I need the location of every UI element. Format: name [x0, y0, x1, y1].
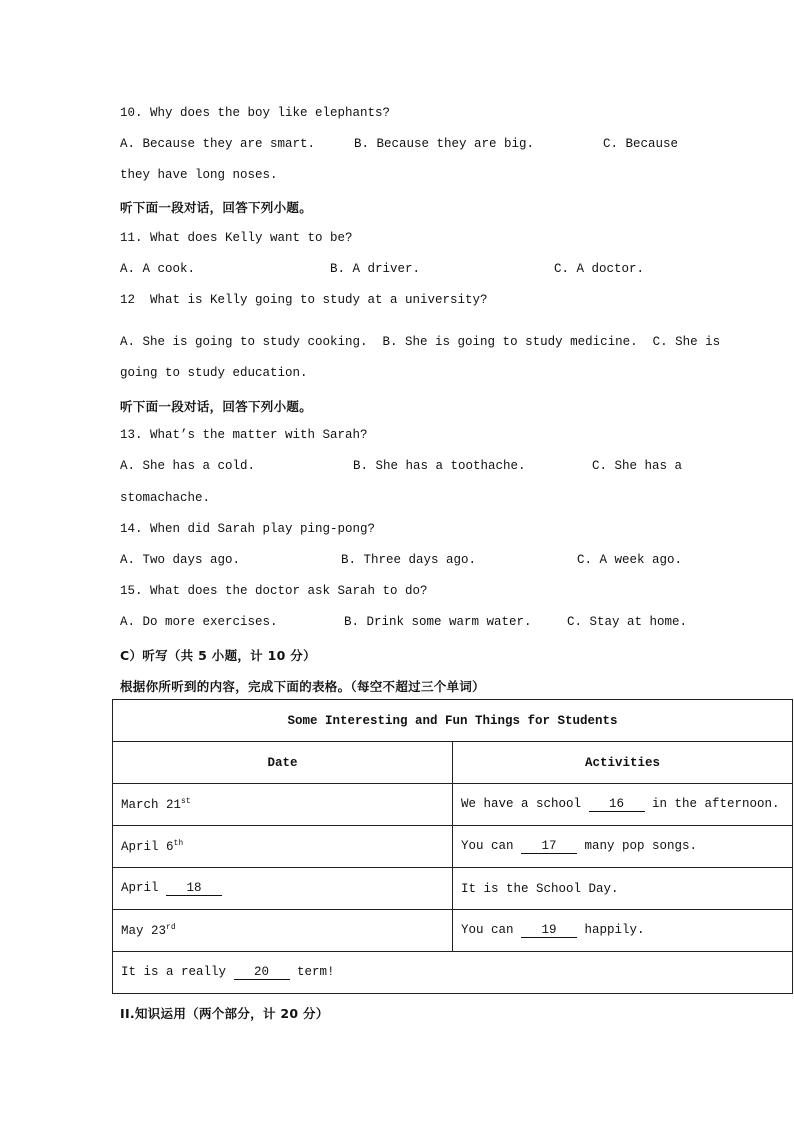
q15-question: 15. What does the doctor ask Sarah to do? [120, 584, 428, 598]
activity-cell: We have a school 16 in the afternoon. [453, 784, 793, 826]
activity-cell: You can 17 many pop songs. [453, 826, 793, 868]
blank-18[interactable]: 18 [166, 882, 222, 896]
q12-options-line2: going to study education. [120, 366, 308, 380]
fill-in-table [112, 699, 793, 994]
activity-cell: You can 19 happily. [453, 910, 793, 952]
date-cell: May 23rd [113, 910, 453, 952]
section-c-heading: C）听写（共 5 小题，计 10 分） [120, 648, 316, 663]
q11-question: 11. What does Kelly want to be? [120, 231, 353, 245]
blank-19[interactable]: 19 [521, 924, 577, 938]
date-cell: April 18 [113, 868, 453, 910]
q13-option-c: C. She has a [592, 459, 683, 473]
q14-option-a: A. Two days ago. [120, 553, 241, 567]
q12-options-line1: A. She is going to study cooking. B. She is going to study medicine. C. She is [120, 335, 721, 349]
section-dialog-heading: 听下面一段对话，回答下列小题。 [120, 399, 313, 414]
q13-option-b: B. She has a toothache. [353, 459, 526, 473]
q13-option-c-cont: stomachache. [120, 491, 211, 505]
table-row [113, 868, 793, 910]
table-row [113, 952, 793, 994]
q13-question: 13. What’s the matter with Sarah? [120, 428, 368, 442]
q10-option-b: B. Because they are big. [354, 137, 535, 151]
q15-option-c: C. Stay at home. [567, 615, 688, 629]
q11-option-c: C. A doctor. [554, 262, 645, 276]
q11-option-a: A. A cook. [120, 262, 196, 276]
q15-option-a: A. Do more exercises. [120, 615, 278, 629]
q13-option-a: A. She has a cold. [120, 459, 256, 473]
table-row [113, 910, 793, 952]
column-header-date: Date [113, 742, 453, 784]
table-row [113, 784, 793, 826]
column-header-activities: Activities [453, 742, 793, 784]
q15-option-b: B. Drink some warm water. [344, 615, 532, 629]
blank-16[interactable]: 16 [589, 798, 645, 812]
date-cell: April 6th [113, 826, 453, 868]
q10-option-c-cont: they have long noses. [120, 168, 278, 182]
blank-20[interactable]: 20 [234, 966, 290, 980]
date-cell: March 21st [113, 784, 453, 826]
blank-17[interactable]: 17 [521, 840, 577, 854]
table-row [113, 826, 793, 868]
section-dialog-heading: 听下面一段对话，回答下列小题。 [120, 200, 313, 215]
activity-cell: It is the School Day. [453, 868, 793, 910]
section-ii-heading: II.知识运用（两个部分，计 20 分） [120, 1006, 329, 1021]
summary-cell: It is a really 20 term! [113, 952, 793, 994]
q14-option-c: C. A week ago. [577, 553, 683, 567]
q14-question: 14. When did Sarah play ping-pong? [120, 522, 376, 536]
q12-question: 12 What is Kelly going to study at a university? [120, 293, 488, 307]
section-c-instructions: 根据你所听到的内容，完成下面的表格。（每空不超过三个单词） [120, 679, 485, 694]
table-title: Some Interesting and Fun Things for Students [113, 700, 793, 742]
q11-option-b: B. A driver. [330, 262, 421, 276]
q10-question: 10. Why does the boy like elephants? [120, 106, 391, 120]
q10-option-a: A. Because they are smart. [120, 137, 316, 151]
q14-option-b: B. Three days ago. [341, 553, 477, 567]
q10-option-c: C. Because [603, 137, 679, 151]
